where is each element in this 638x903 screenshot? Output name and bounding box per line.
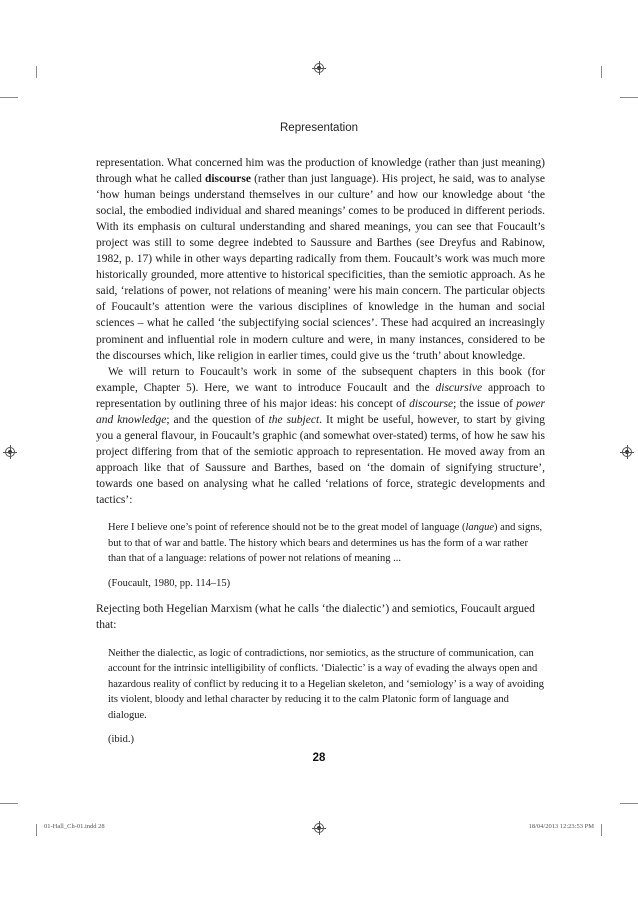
italic-term: discursive — [435, 381, 483, 394]
italic-term: discourse — [409, 397, 454, 410]
page-number: 28 — [312, 752, 326, 764]
paragraph: Rejecting both Hegelian Marxism (what he calls ‘the dialectic’) and semiotics, Foucault argued that: — [96, 603, 535, 632]
quote-text: Neither the dialectic, as logic of contradictions, nor semiotics, as the structure of communication, can account for the intrinsic intelligibility of conflicts. ‘Dialectic’ is a way of evading the always open and hazardous reality of conflict by reducing it to a Hegelian skeleton, and ‘semiology’ is a way of avoiding its violent, bloody and lethal character by reducing it to the calm Platonic form of language and dialogue. — [108, 647, 545, 721]
text-run: We will return to Foucault’s work in some of the subsequent chapters in this book (for example, Chapter 5). Here, we want to introduce Foucault and the — [96, 365, 545, 394]
slug-file: 01-Hall_Ch-01.indd 28 — [44, 823, 105, 830]
block-quote — [108, 646, 545, 749]
block-quote — [108, 520, 545, 591]
crop-mark — [620, 97, 638, 98]
text-run: representation. What concerned him was the production of knowledge (rather than just meaning) through what he called — [96, 157, 545, 186]
text-run: Here I believe one’s point of reference should not be to the great model of language ( — [108, 522, 466, 534]
text-run: . It might be useful, however, to start by giving you a general flavour, in Foucault’s graphic (and somewhat over-stated) terms, of how he saw his project differing from that of the semiotic approach to representation. He moved away from an approach like that of Saussure and Barthes, based on ‘the domain of signifying structure’, towards one based on analysing what he called ‘relations of force, strategic developments and tactics’: — [96, 413, 545, 506]
italic-term: langue — [465, 522, 495, 534]
registration-mark-icon — [314, 823, 324, 833]
paragraph — [96, 155, 545, 364]
slug-timestamp: 18/04/2013 12:23:53 PM — [528, 823, 594, 830]
crop-mark — [620, 803, 638, 804]
text-run: approach to representation by outlining three of his major ideas: his concept of — [96, 381, 545, 410]
crop-mark — [601, 824, 602, 836]
crop-mark — [36, 824, 37, 836]
crop-mark — [36, 66, 37, 78]
italic-term: the subject — [268, 413, 320, 426]
text-run: ) and signs, but to that of war and battle. The history which bears and determines us has the form of a war rather than that of a language: relations of power not relations of meaning ... — [108, 522, 543, 565]
page-body — [96, 155, 545, 758]
text-run: ; the issue of — [453, 397, 517, 410]
quote-text — [108, 520, 545, 567]
bold-term: discourse — [204, 173, 251, 186]
registration-mark-icon — [622, 447, 632, 457]
paragraph — [96, 364, 545, 508]
crop-mark — [601, 66, 602, 78]
running-header: Representation — [280, 122, 358, 134]
crop-mark — [0, 97, 18, 98]
text-run: ; and the question of — [166, 413, 269, 426]
quote-citation: (ibid.) — [108, 734, 134, 746]
crop-mark — [0, 803, 18, 804]
italic-term: power and knowledge — [96, 397, 546, 426]
registration-mark-icon — [314, 63, 324, 73]
text-run: (rather than just language). His project, he said, was to analyse ‘how human beings understand themselves in our culture’ and how our knowledge about ‘the social, the embodied individual and shared meanings’ comes to be produced in different periods. With its emphasis on cultural understanding and shared meanings, you can see that Foucault’s project was still to some degree indebted to Saussure and Barthes (see Dreyfus and Rabinow, 1982, p. 17) while in other ways departing radically from them. Foucault’s work was much more historically grounded, more attentive to historical specificities, than the semiotic approach. As he said, ‘relations of power, not relations of meaning’ were his main concern. The particular objects of Foucault’s attention were the various disciplines of knowledge in the human and social sciences – what he called ‘the subjectifying social sciences’. These had acquired an increasingly prominent and influential role in modern culture and were, in many instances, considered to be the discourses which, like religion in earlier times, could give us the ‘truth’ about knowledge. — [96, 173, 545, 362]
registration-mark-icon — [5, 447, 15, 457]
quote-citation: (Foucault, 1980, pp. 114–15) — [108, 577, 231, 589]
